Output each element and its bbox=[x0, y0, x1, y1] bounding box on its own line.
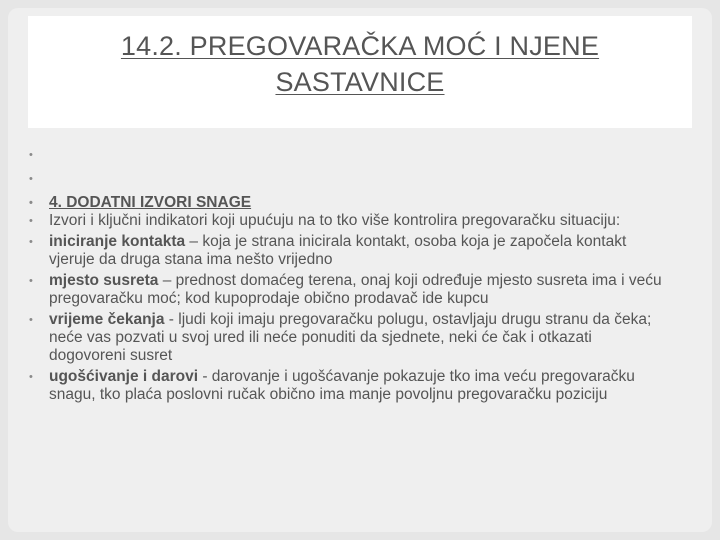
list-item-hospitality bbox=[29, 368, 669, 404]
slide-title-line-2: SASTAVNICE bbox=[275, 67, 445, 97]
list-item-text: - darovanje i ugošćavanje pokazuje tko ima veću pregovaračku snagu, tko plaća poslovni ručak obično ima manje povoljnu pregovaračku poziciju bbox=[49, 368, 635, 403]
intro-bullet bbox=[29, 212, 669, 230]
bullet-icon: • bbox=[29, 215, 33, 227]
slide bbox=[8, 8, 712, 532]
list-item-term: vrijeme čekanja bbox=[49, 311, 165, 328]
list-item-term: ugošćivanje i darovi bbox=[49, 368, 199, 385]
bullet-icon: • bbox=[29, 149, 33, 161]
list-item-term: iniciranje kontakta bbox=[49, 233, 186, 250]
list-item-text: - ljudi koji imaju pregovaračku polugu, ostavljaju drugu stranu da čeka; neće vas pozvati u svoj ured ili neće ponuditi da sjednete, neki će čak i otkazati dogovoreni susret bbox=[49, 311, 652, 364]
empty-bullet-1 bbox=[29, 146, 669, 170]
bullet-list bbox=[29, 146, 669, 407]
bullet-icon: • bbox=[29, 236, 33, 248]
slide-title bbox=[28, 28, 692, 100]
list-item-meeting-place bbox=[29, 272, 669, 308]
list-item-initiation bbox=[29, 233, 669, 269]
bullet-icon: • bbox=[29, 197, 33, 209]
intro-text: Izvori i ključni indikatori koji upućuju na to tko više kontrolira pregovaračku situaciju: bbox=[49, 212, 621, 229]
bullet-icon: • bbox=[29, 314, 33, 326]
list-item-text: – koja je strana inicirala kontakt, osoba koja je započela kontakt vjeruje da druga stana ima nešto vrijedno bbox=[49, 233, 627, 268]
title-box bbox=[28, 16, 692, 128]
bullet-icon: • bbox=[29, 275, 33, 287]
list-item-waiting-time bbox=[29, 311, 669, 365]
section-heading-text: 4. DODATNI IZVORI SNAGE bbox=[49, 194, 252, 211]
section-heading bbox=[29, 194, 669, 212]
list-item-term: mjesto susreta bbox=[49, 272, 159, 289]
slide-title-line-1: 14.2. PREGOVARAČKA MOĆ I NJENE bbox=[120, 31, 600, 61]
empty-bullet-2 bbox=[29, 170, 669, 194]
bullet-icon: • bbox=[29, 173, 33, 185]
list-item-text: – prednost domaćeg terena, onaj koji određuje mjesto susreta ima i veću pregovaračku moć; kod kupoprodaje obično prodavač ide kupcu bbox=[49, 272, 662, 307]
bullet-icon: • bbox=[29, 371, 33, 383]
